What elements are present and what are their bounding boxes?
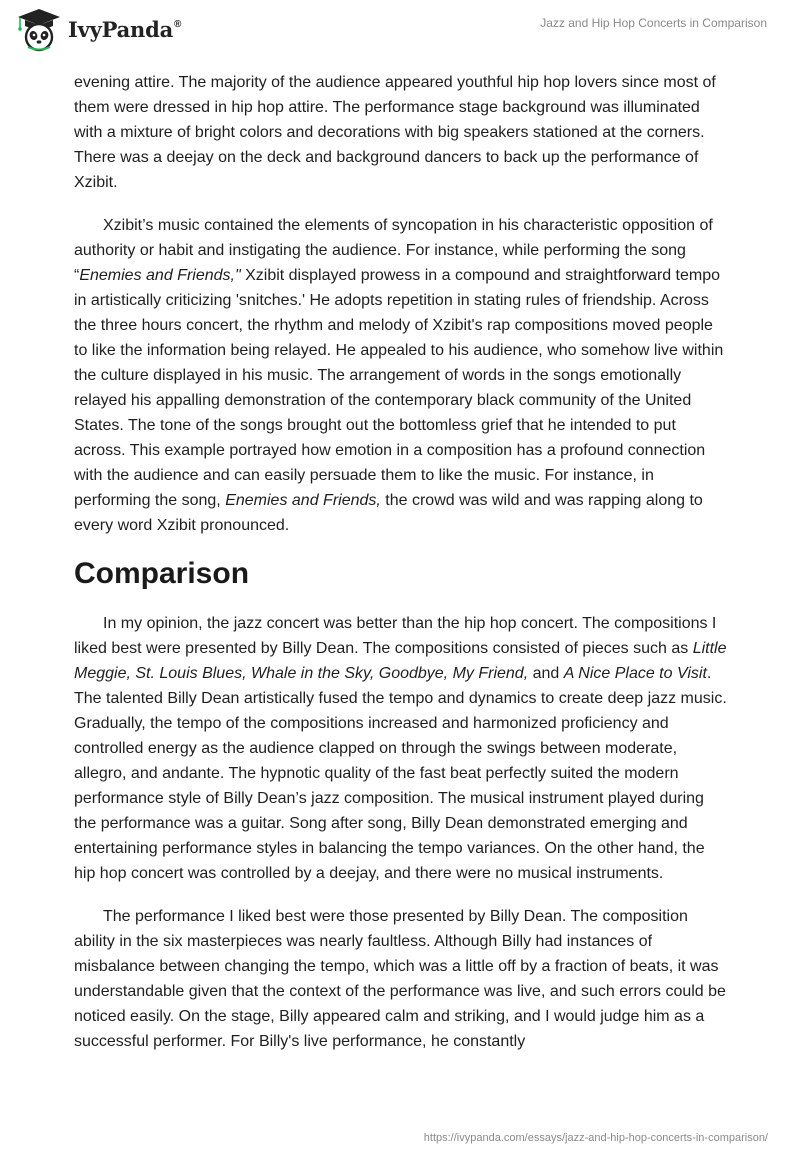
paragraph-3: In my opinion, the jazz concert was better than the hip hop concert. The compositions I liked best were presented by Billy Dean. The compositions consisted of pieces such as Little Meggie, St. Louis Blues, Whale in the Sky, Goodbye, My Friend, and A Nice Place to Visit. The talented Billy Dean artistically fused the tempo and dynamics to create deep jazz music. Gradually, the tempo of the compositions increased and harmonized proficiency and controlled energy as the audience clapped on through the swings between moderate, allegro, and andante. The hypnotic quality of the fast beat perfectly suited the modern performance style of Billy Dean’s jazz composition. The musical instrument played during the performance was a guitar. Song after song, Billy Dean demonstrated emerging and entertaining performance styles in balancing the tempo variances. On the other hand, the hip hop concert was controlled by a deejay, and there were no musical instruments. <box>74 615 727 882</box>
song-title: Enemies and Friends, <box>225 492 381 509</box>
paragraph-1: evening attire. The majority of the audience appeared youthful hip hop lovers since most of them were dressed in hip hop attire. The performance stage background was illuminated with a mixture of bright colors and decorations with big speakers stationed at the corners. There was a deejay on the deck and background dancers to back up the performance of Xzibit. <box>74 74 716 191</box>
paragraph-2: Xzibit’s music contained the elements of syncopation in his characteristic opposition of authority or habit and instigating the audience. For instance, while performing the song “Enemies and Friends," Xzibit displayed prowess in a compound and straightforward tempo in artistically criticizing 'snitches.' He adopts repetition in stating rules of friendship. Across the three hours concert, the rhythm and melody of Xzibit's rap compositions moved people to like the information being relayed. He appealed to his audience, who somehow live within the culture displayed in his music. The arrangement of words in the songs emotionally relayed his appalling demonstration of the contemporary black community of the United States. The tone of the songs brought out the bottomless grief that he intended to put across. This example portrayed how emotion in a composition has a profound connection with the audience and can easily persuade them to like the music. For instance, in performing the song, Enemies and Friends, the crowd was wild and was rapping along to every word Xzibit pronounced. <box>74 217 724 534</box>
panda-logo-icon <box>14 6 64 52</box>
document-title: Jazz and Hip Hop Concerts in Comparison <box>540 16 767 30</box>
song-title: A Nice Place to Visit <box>563 665 707 682</box>
song-title: Enemies and Friends," <box>79 267 241 284</box>
essay-body <box>74 70 728 1072</box>
source-url[interactable]: https://ivypanda.com/essays/jazz-and-hip-hop-concerts-in-comparison/ <box>423 1132 768 1144</box>
song-titles: Little Meggie, St. Louis Blues, Whale in the Sky, Goodbye, My Friend, <box>74 640 727 682</box>
section-heading: Comparison <box>74 557 250 590</box>
paragraph-4: The performance I liked best were those presented by Billy Dean. The composition ability in the six masterpieces was nearly faultless. Although Billy had instances of misbalance between changing the tempo, which was a little off by a fraction of beats, it was understandable given that the context of the performance was live, and such errors could be noticed easily. On the stage, Billy appeared calm and striking, and I would judge him as a successful performer. For Billy's live performance, he constantly <box>74 908 726 1050</box>
page-header <box>0 0 800 60</box>
brand-name: IvyPanda® <box>68 16 182 42</box>
brand-logo[interactable] <box>14 6 181 52</box>
